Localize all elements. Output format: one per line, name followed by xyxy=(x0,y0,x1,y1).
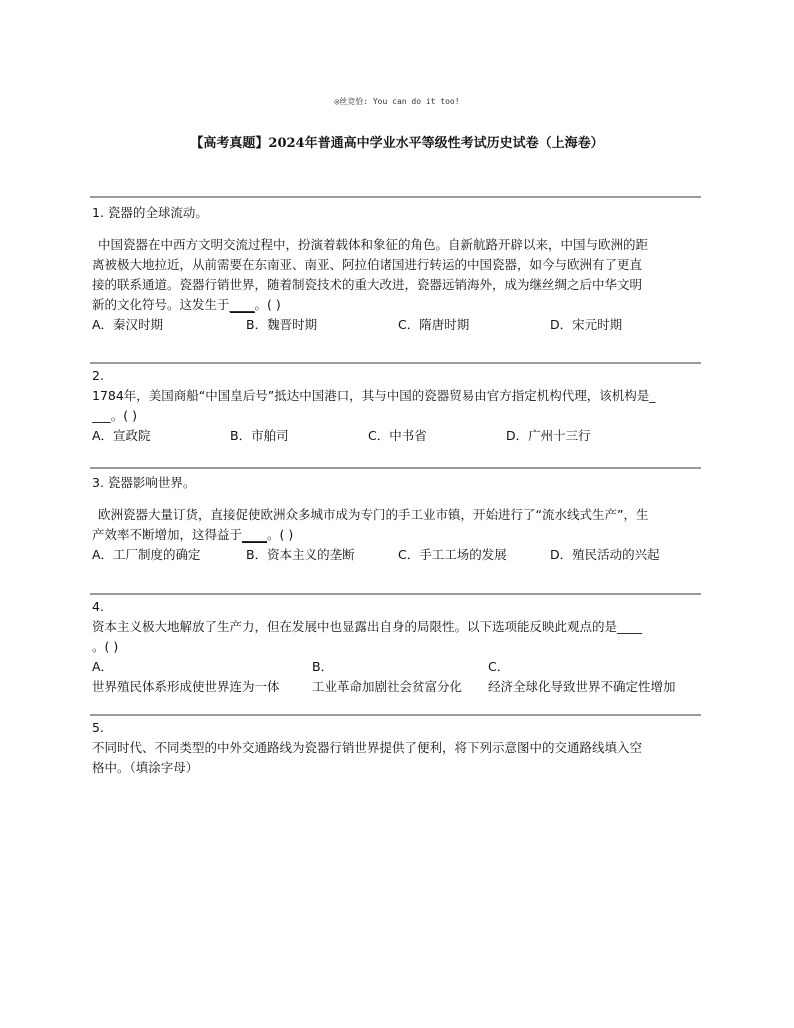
options-text-row xyxy=(92,677,700,697)
question-stem-line: 1784年，美国商船“中国皇后号”抵达中国港口，其与中国的瓷器贸易由官方指定机构代理，该机构是_ xyxy=(92,388,656,403)
option-d[interactable]: D．殖民活动的兴起 xyxy=(550,547,660,562)
option-a-letter[interactable]: A． xyxy=(92,659,114,674)
question-stem-line: 产效率不断增加，这得益于____。( ) xyxy=(92,527,294,542)
option-b[interactable]: B．资本主义的垄断 xyxy=(246,547,355,562)
question-number: 4. xyxy=(92,599,104,614)
options-row xyxy=(92,545,700,565)
question-5 xyxy=(92,718,700,778)
answer-blank[interactable]: ____ xyxy=(242,527,268,542)
option-b-letter[interactable]: B． xyxy=(312,659,334,674)
watermark: ◎丝竞恰: You can do it too! xyxy=(334,97,460,106)
options-letter-row xyxy=(92,657,700,677)
question-stem-line: 新的文化符号。这发生于____。( ) xyxy=(92,297,281,312)
question-number: 5. xyxy=(92,720,104,735)
option-c[interactable]: C．隋唐时期 xyxy=(398,317,470,332)
option-d[interactable]: D．宋元时期 xyxy=(550,317,623,332)
page-title: 【高考真题】2024年普通高中学业水平等级性考试历史试卷（上海卷） xyxy=(190,136,604,151)
question-stem-line: 离被极大地拉近，从前需要在东南亚、南亚、阿拉伯诸国进行转运的中国瓷器，如今与欧洲有了更直 xyxy=(92,257,643,272)
options-row xyxy=(92,426,700,446)
question-2 xyxy=(92,366,700,446)
option-c-letter[interactable]: C． xyxy=(488,659,510,674)
option-a[interactable]: A．宣政院 xyxy=(92,428,151,443)
question-number: 1. 瓷器的全球流动。 xyxy=(92,205,208,220)
question-stem-line: 。( ) xyxy=(92,639,119,654)
divider xyxy=(90,196,701,198)
divider xyxy=(90,467,701,469)
divider xyxy=(90,714,701,716)
question-number: 2. xyxy=(92,368,104,383)
question-stem-line: 接的联系通道。瓷器行销世界，随着制瓷技术的重大改进，瓷器远销海外，成为继丝绸之后中华文明 xyxy=(92,277,643,292)
divider xyxy=(90,362,701,364)
answer-blank[interactable]: ____ xyxy=(229,297,255,312)
divider xyxy=(90,593,701,595)
options-row xyxy=(92,315,700,335)
question-stem-line: 不同时代、不同类型的中外交通路线为瓷器行销世界提供了便利，将下列示意图中的交通路线填入空 xyxy=(92,740,643,755)
option-b[interactable]: B．魏晋时期 xyxy=(246,317,318,332)
option-d[interactable]: D．广州十三行 xyxy=(506,428,591,443)
question-stem-line: ___。( ) xyxy=(92,408,137,423)
question-3 xyxy=(92,473,700,565)
question-1 xyxy=(92,203,700,335)
option-a[interactable]: A．秦汉时期 xyxy=(92,317,164,332)
option-a[interactable]: A．工厂制度的确定 xyxy=(92,547,201,562)
question-stem-line: 格中。（填涂字母） xyxy=(92,760,199,775)
option-b[interactable]: B．市舶司 xyxy=(230,428,289,443)
option-c[interactable]: C．中书省 xyxy=(368,428,427,443)
option-c-text[interactable]: 经济全球化导致世界不确定性增加 xyxy=(488,679,676,694)
question-stem-line: 资本主义极大地解放了生产力，但在发展中也显露出自身的局限性。以下选项能反映此观点的是____ xyxy=(92,619,643,634)
option-b-text[interactable]: 工业革命加剧社会贫富分化 xyxy=(312,679,463,694)
question-number: 3. 瓷器影响世界。 xyxy=(92,475,196,490)
question-stem-line: 中国瓷器在中西方文明交流过程中，扮演着载体和象征的角色。自新航路开辟以来，中国与欧洲的距 xyxy=(98,237,649,252)
option-c[interactable]: C．手工工场的发展 xyxy=(398,547,507,562)
option-a-text[interactable]: 世界殖民体系形成使世界连为一体 xyxy=(92,679,280,694)
question-4 xyxy=(92,597,700,697)
question-stem-line: 欧洲瓷器大量订货，直接促使欧洲众多城市成为专门的手工业市镇，开始进行了“流水线式生产”，生 xyxy=(98,507,649,522)
